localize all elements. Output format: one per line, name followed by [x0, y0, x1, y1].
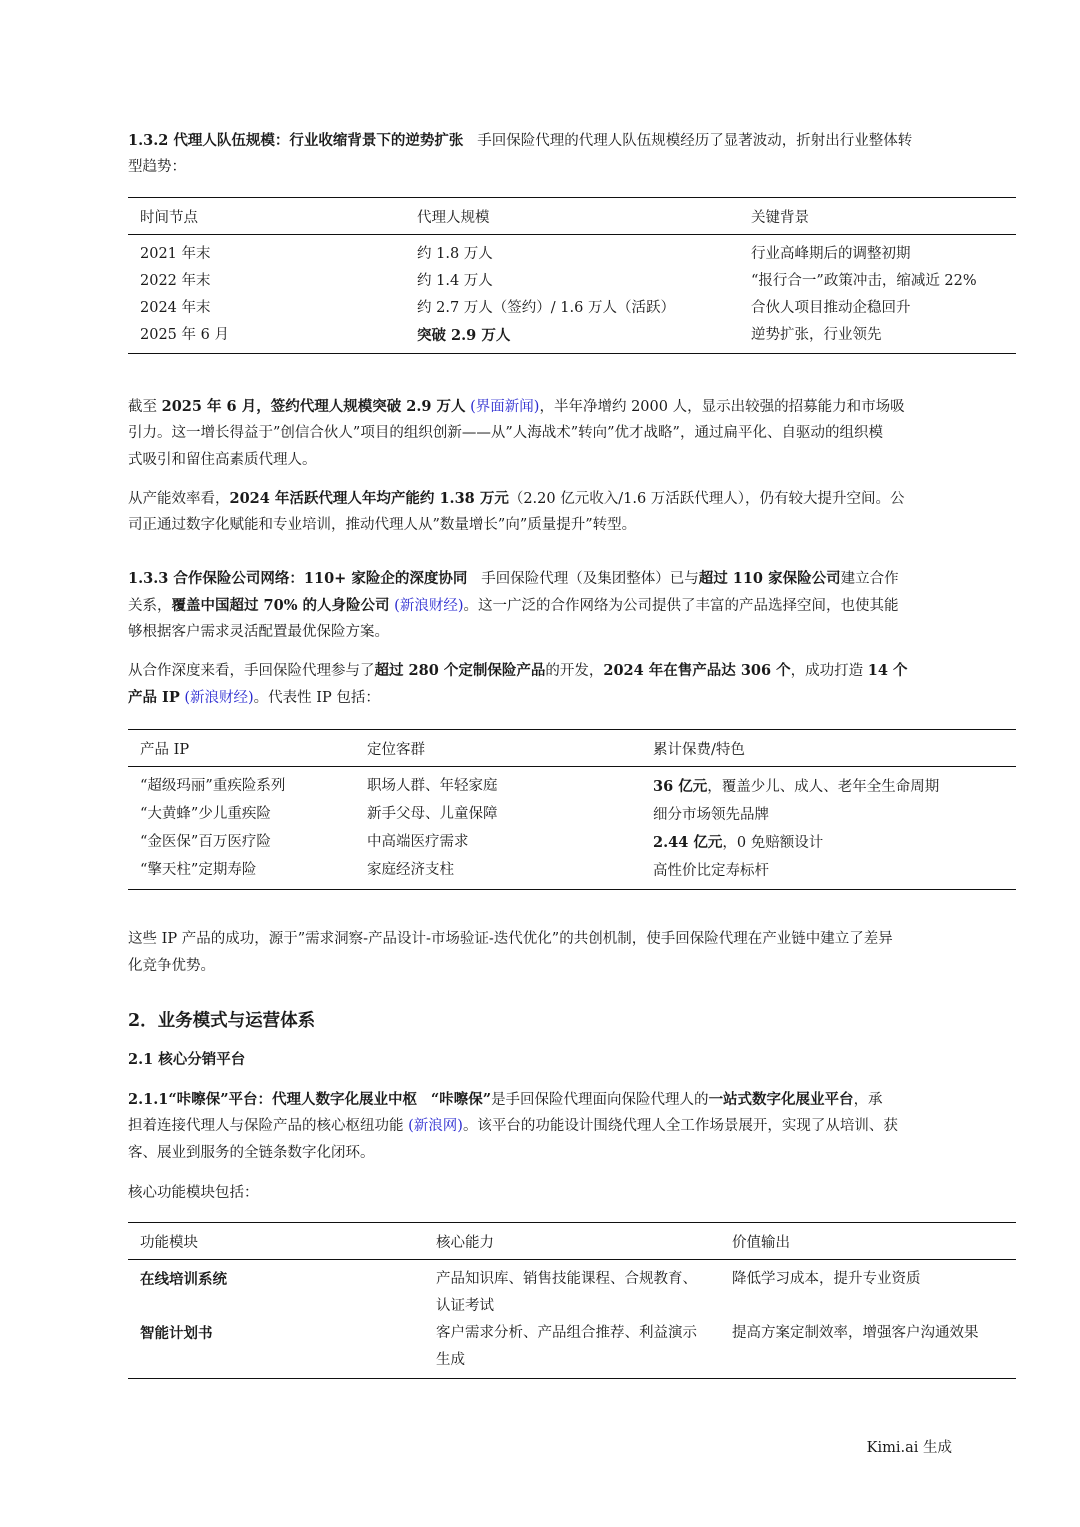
- table-cell: [641, 767, 1016, 802]
- text-span: 从合作深度来看，手回保险代理参与了: [128, 663, 375, 679]
- text-span: 认证考试: [436, 1298, 494, 1314]
- table-row: [128, 857, 1016, 890]
- text-span: 细分市场领先品牌: [653, 807, 769, 823]
- table-row: [128, 322, 1016, 354]
- section-211-line1: [128, 1086, 1016, 1114]
- agent-scale-table: [128, 197, 1016, 354]
- table-cell: “大黄蜂”少儿重疾险: [140, 806, 271, 822]
- paragraph-line: 司正通过数字化赋能和专业培训，推动代理人从”数量增长”向”质量提升”转型。: [128, 517, 637, 533]
- text-span: 担着连接代理人与保险产品的核心枢纽功能: [128, 1118, 404, 1134]
- section-21-heading: 2.1 核心分销平台: [128, 1051, 246, 1068]
- source-link-jiemian[interactable]: (界面新闻): [470, 399, 540, 415]
- bold-span: “咔嚓保”: [430, 1091, 492, 1108]
- table-cell: 约 1.8 万人: [417, 246, 493, 262]
- table-cell: “超级玛丽”重疾险系列: [140, 778, 286, 794]
- table-header: 价值输出: [720, 1223, 1016, 1260]
- bold-span: 2024 年在售产品达 306 个: [603, 662, 791, 679]
- table-header-row: [128, 198, 1016, 235]
- table-row: [128, 829, 1016, 857]
- paragraph-line: [128, 684, 1016, 712]
- bold-span: 2024 年活跃代理人年均产能约 1.38 万元: [229, 490, 509, 507]
- source-link-sina-finance[interactable]: (新浪财经): [394, 598, 464, 614]
- section-211-heading: 2.1.1“咔嚓保”平台：代理人数字化展业中枢: [128, 1091, 418, 1108]
- table-cell: 在线培训系统: [140, 1271, 227, 1288]
- paragraph-line: 客、展业到服务的全链条数字化闭环。: [128, 1145, 375, 1161]
- table-cell: 新手父母、儿童保障: [367, 806, 498, 822]
- text-span: ，承: [853, 1092, 883, 1108]
- section-133-line1: [128, 565, 1016, 593]
- source-link-sina-finance[interactable]: (新浪财经): [184, 690, 254, 706]
- text-span: ，成功打造: [790, 663, 868, 679]
- table-cell: 家庭经济支柱: [367, 862, 454, 878]
- table-cell: 2024 年末: [140, 300, 211, 316]
- table-header: 产品 IP: [128, 730, 355, 767]
- table-cell: [641, 829, 1016, 857]
- table-cell: [424, 1260, 720, 1321]
- section-2-heading: 2．业务模式与运营体系: [128, 1011, 316, 1031]
- table-cell: [641, 801, 1016, 829]
- table-header: 核心能力: [424, 1223, 720, 1260]
- table-row: [128, 767, 1016, 802]
- table-cell: 逆势扩张，行业领先: [751, 327, 882, 343]
- text-span: 产品知识库、销售技能课程、合规教育、: [436, 1271, 697, 1287]
- paragraph-line: 引力。这一增长得益于”创信合伙人”项目的组织创新——从”人海战术”转向”优才战略”，通过扁平化、自驱动的组织模: [128, 425, 883, 441]
- table-header: 关键背景: [739, 198, 1016, 235]
- table-cell: 职场人群、年轻家庭: [367, 778, 498, 794]
- table-cell: 2021 年末: [140, 246, 211, 262]
- table-cell: “擎天柱”定期寿险: [140, 862, 257, 878]
- product-ip-table: [128, 729, 1016, 890]
- bold-span: 2025 年 6 月，签约代理人规模突破 2.9 万人: [161, 398, 466, 415]
- core-modules-intro: 核心功能模块包括：: [128, 1185, 259, 1201]
- table-cell: 突破 2.9 万人: [417, 327, 511, 344]
- section-132-line1: [128, 127, 912, 155]
- table-row: [128, 268, 1016, 295]
- table-cell: [424, 1320, 720, 1379]
- table-cell: 合伙人项目推动企稳回升: [751, 300, 911, 316]
- bold-span: 超过 110 家保险公司: [698, 570, 841, 587]
- bold-span: 36 亿元: [653, 778, 708, 795]
- table-row: [128, 1320, 1016, 1379]
- table-row: [128, 1260, 1016, 1321]
- paragraph-agent-growth: [128, 393, 1016, 421]
- table-cell: 提高方案定制效率，增强客户沟通效果: [732, 1325, 979, 1341]
- section-133-line2: [128, 592, 1016, 620]
- text-span: 关系，: [128, 598, 172, 614]
- table-cell: 降低学习成本，提升专业资质: [732, 1271, 921, 1287]
- table-header-row: [128, 730, 1016, 767]
- paragraph-line: 化竞争优势。: [128, 958, 215, 974]
- bold-span: 覆盖中国超过 70% 的人身险公司: [171, 597, 390, 614]
- table-cell: 约 1.4 万人: [417, 273, 493, 289]
- paragraph-line: 够根据客户需求灵活配置最优保险方案。: [128, 624, 389, 640]
- section-211-line2: [128, 1113, 1016, 1140]
- table-header: 累计保费/特色: [641, 730, 1016, 767]
- bold-span: 一站式数字化展业平台: [708, 1091, 854, 1108]
- table-header: 时间节点: [128, 198, 405, 235]
- bold-span: 产品 IP: [128, 689, 180, 706]
- paragraph-line: 式吸引和留住高素质代理人。: [128, 452, 317, 468]
- paragraph-product-ip: [128, 657, 1016, 685]
- text-span: 。该平台的功能设计围绕代理人全工作场景展开，实现了从培训、获: [462, 1118, 898, 1134]
- text-span: ，覆盖少儿、成人、老年全生命周期: [707, 779, 940, 795]
- section-133-heading: 1.3.3 合作保险公司网络：110+ 家险企的深度协同: [128, 570, 468, 587]
- function-module-table: [128, 1222, 1016, 1379]
- paragraph-productivity: [128, 485, 1016, 513]
- bold-span: 14 个: [867, 662, 908, 679]
- text-span: 的开发，: [545, 663, 604, 679]
- table-row: [128, 801, 1016, 829]
- table-cell: 智能计划书: [140, 1325, 213, 1342]
- section-132-intro: 手回保险代理的代理人队伍规模经历了显著波动，折射出行业整体转: [477, 133, 913, 149]
- table-header: 定位客群: [355, 730, 641, 767]
- text-span: 是手回保险代理面向保险代理人的: [491, 1092, 709, 1108]
- text-span: 截至: [128, 399, 162, 415]
- text-span: 建立合作: [840, 571, 899, 587]
- section-132-heading: 1.3.2 代理人队伍规模：行业收缩背景下的逆势扩张: [128, 132, 464, 149]
- text-span: 生成: [436, 1352, 465, 1368]
- text-span: ，半年净增约 2000 人，显示出较强的招募能力和市场吸: [539, 399, 905, 415]
- table-header: 功能模块: [128, 1223, 424, 1260]
- text-span: 高性价比定寿标杆: [653, 863, 769, 879]
- text-span: 。这一广泛的合作网络为公司提供了丰富的产品选择空间，也使其能: [463, 598, 899, 614]
- table-row: [128, 295, 1016, 322]
- table-header: 代理人规模: [405, 198, 739, 235]
- bold-span: 2.44 亿元: [653, 834, 723, 851]
- text-span: 。代表性 IP 包括：: [253, 690, 380, 706]
- table-cell: “金医保”百万医疗险: [140, 834, 271, 850]
- table-row: [128, 235, 1016, 269]
- paragraph-ip-success: 这些 IP 产品的成功，源于”需求洞察-产品设计-市场验证-迭代优化”的共创机制，使手回保险代理在产业链中建立了差异: [128, 931, 893, 947]
- table-cell: [641, 857, 1016, 890]
- table-cell: 2025 年 6 月: [140, 327, 229, 343]
- text-span: （2.20 亿元收入/1.6 万活跃代理人），仍有较大提升空间。公: [508, 491, 905, 507]
- section-132-line2: 型趋势：: [128, 159, 186, 175]
- table-cell: 行业高峰期后的调整初期: [751, 246, 911, 262]
- source-link-sina[interactable]: (新浪网): [408, 1118, 463, 1134]
- text-span: 从产能效率看，: [128, 491, 230, 507]
- table-cell: 约 2.7 万人（签约）/ 1.6 万人（活跃）: [417, 300, 675, 316]
- table-header-row: [128, 1223, 1016, 1260]
- table-cell: 中高端医疗需求: [367, 834, 469, 850]
- text-span: ，0 免赔额设计: [722, 835, 824, 851]
- text-span: 客户需求分析、产品组合推荐、利益演示: [436, 1325, 697, 1341]
- table-cell: “报行合一”政策冲击，缩减近 22%: [751, 273, 977, 289]
- footer-generated-by: Kimi.ai 生成: [866, 1440, 952, 1456]
- table-cell: 2022 年末: [140, 273, 211, 289]
- bold-span: 超过 280 个定制保险产品: [374, 662, 546, 679]
- text-span: 手回保险代理（及集团整体）已与: [481, 571, 699, 587]
